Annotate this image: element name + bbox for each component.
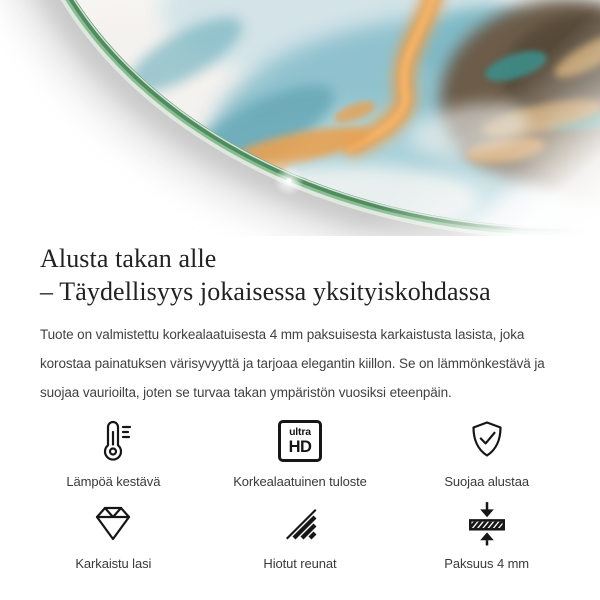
feature-label: Suojaa alustaa bbox=[444, 474, 529, 489]
feature-grid bbox=[20, 417, 580, 571]
feature-label: Hiotut reunat bbox=[263, 556, 337, 571]
ultra-hd-badge-top: ultra bbox=[289, 426, 311, 438]
feature-tempered-glass bbox=[20, 499, 207, 571]
product-image bbox=[0, 0, 600, 236]
polished-edges-icon bbox=[278, 499, 322, 547]
feature-label: Karkaistu lasi bbox=[75, 556, 152, 571]
feature-heat-resistant bbox=[20, 417, 207, 489]
feature-label: Paksuus 4 mm bbox=[444, 556, 530, 571]
heading-line-2: – Täydellisyys jokaisessa yksityiskohdassa bbox=[40, 277, 491, 306]
feature-label: Lämpöä kestävä bbox=[66, 474, 161, 489]
feature-polished-edges bbox=[207, 499, 394, 571]
feature-thickness-4mm bbox=[393, 499, 580, 571]
feature-label: Korkealaatuinen tuloste bbox=[233, 474, 367, 489]
ultra-hd-badge-bottom: HD bbox=[288, 437, 312, 456]
description-paragraph: Tuote on valmistettu korkealaatuisesta 4 mm paksuisesta karkaistusta lasista, joka korostaa painatuksen värisyvyyttä ja tarjoaa elegantin kiillon. Se on lämmönkestävä ja suojaa vaurioilta, joten se turvaa takan ympäristön vuosiksi eteenpäin. bbox=[40, 327, 545, 400]
shield-check-icon bbox=[464, 417, 510, 465]
ultra-hd-icon bbox=[278, 417, 322, 465]
thermometer-icon bbox=[90, 417, 136, 465]
feature-protects-base bbox=[393, 417, 580, 489]
feature-high-quality-print bbox=[207, 417, 394, 489]
heading-line-1: Alusta takan alle bbox=[40, 244, 217, 273]
diamond-icon bbox=[90, 499, 136, 547]
thickness-4mm-icon bbox=[464, 499, 510, 547]
section-heading bbox=[40, 242, 560, 308]
